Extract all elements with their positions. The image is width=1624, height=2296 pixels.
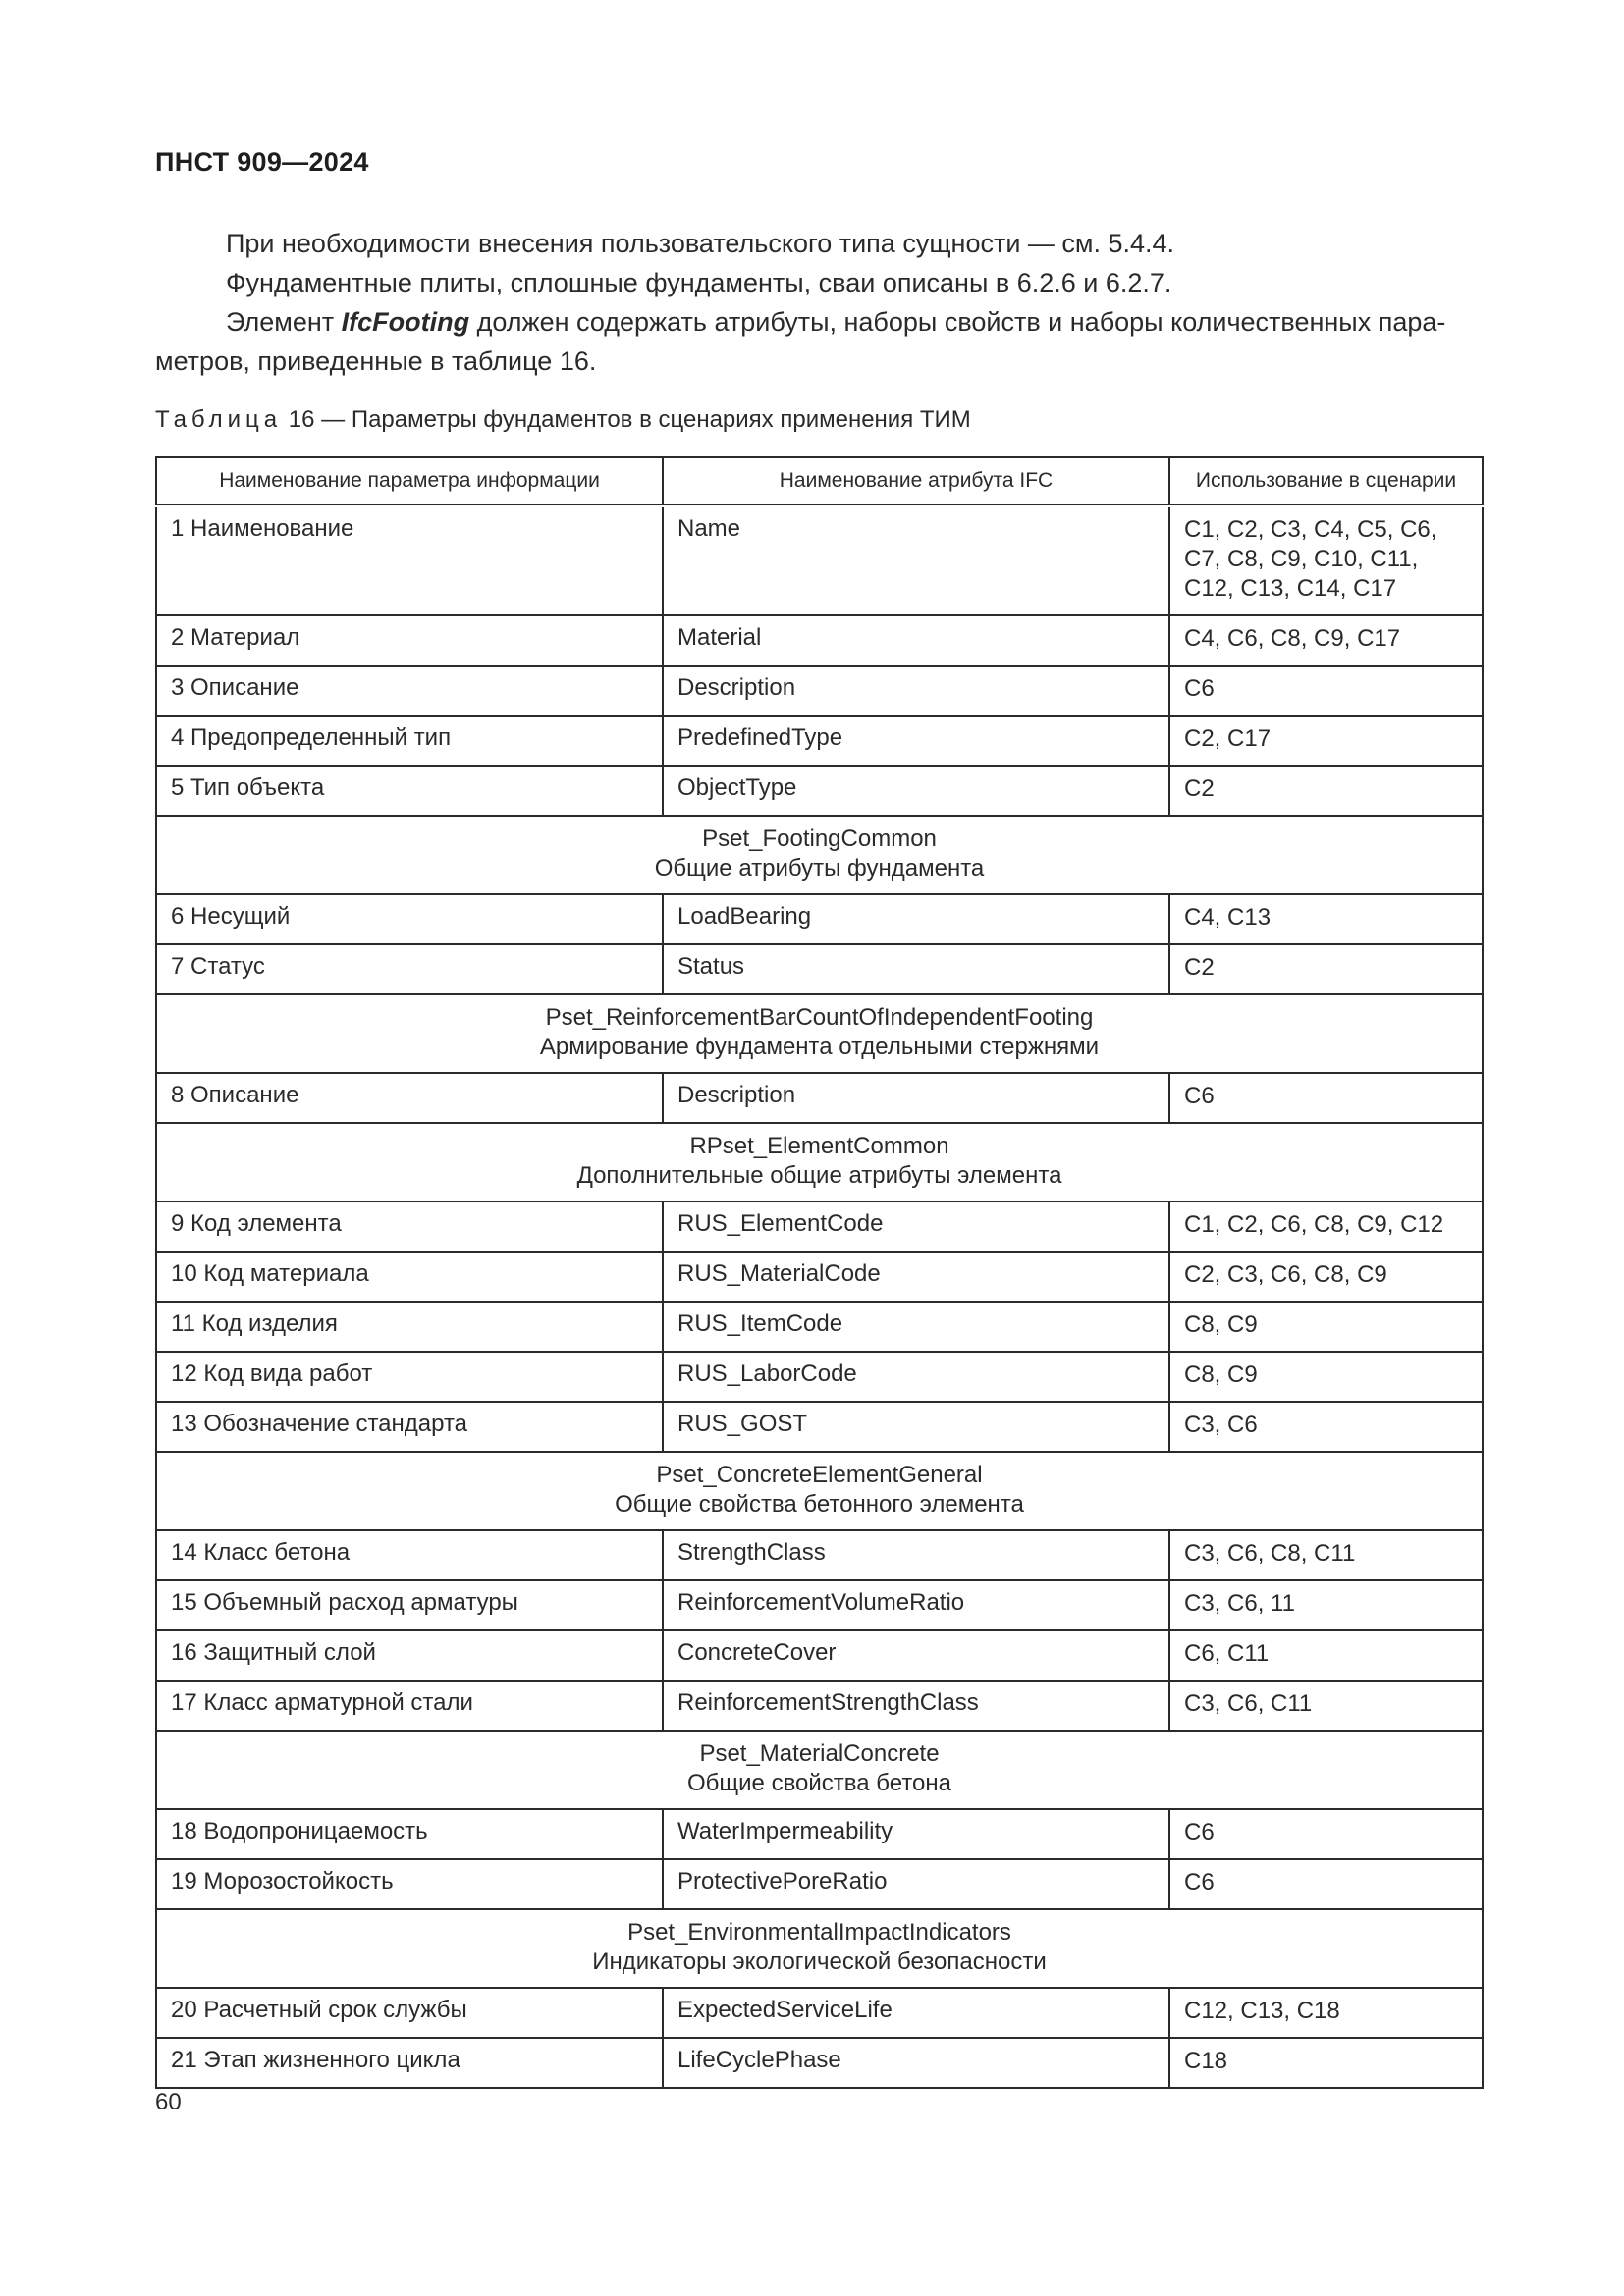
table-row [156, 1252, 1483, 1302]
attribute-cell: RUS_MaterialCode [663, 1252, 1169, 1302]
table-section-row [156, 816, 1483, 894]
param-cell: 15 Объемный расход арматуры [156, 1580, 663, 1630]
section-pset-name: RPset_ElementCommon [689, 1133, 949, 1159]
section-pset-name: Pset_FootingCommon [702, 826, 937, 852]
table-row [156, 1681, 1483, 1731]
param-cell: 18 Водопроницаемость [156, 1809, 663, 1859]
table-row [156, 2038, 1483, 2088]
section-description: Общие свойства бетона [686, 1770, 951, 1796]
table-row [156, 1352, 1483, 1402]
paragraph-2 [155, 263, 1481, 302]
section-cell [156, 1909, 1483, 1988]
param-cell: 8 Описание [156, 1073, 663, 1123]
table-body [156, 506, 1483, 2088]
usage-cell: С3, С6, С8, С11 [1169, 1530, 1483, 1580]
table-row [156, 666, 1483, 716]
usage-cell: С6 [1169, 1809, 1483, 1859]
section-cell [156, 1452, 1483, 1530]
usage-cell: С4, С13 [1169, 894, 1483, 944]
section-description: Дополнительные общие атрибуты элемента [576, 1162, 1062, 1189]
paragraph-1-text: При необходимости внесения пользовательского типа сущности — см. 5.4.4. [226, 229, 1175, 258]
table-row [156, 1809, 1483, 1859]
usage-cell: С2 [1169, 944, 1483, 994]
param-cell: 12 Код вида работ [156, 1352, 663, 1402]
paragraph-2-text: Фундаментные плиты, сплошные фундаменты, сваи описаны в 6.2.6 и 6.2.7. [226, 268, 1172, 297]
attribute-cell: Status [663, 944, 1169, 994]
attribute-cell: LoadBearing [663, 894, 1169, 944]
table-row [156, 716, 1483, 766]
usage-cell: С6 [1169, 1859, 1483, 1909]
table-row [156, 1530, 1483, 1580]
usage-cell: С18 [1169, 2038, 1483, 2088]
attribute-cell: WaterImpermeability [663, 1809, 1169, 1859]
attribute-cell: Description [663, 1073, 1169, 1123]
attribute-cell: StrengthClass [663, 1530, 1169, 1580]
attribute-cell: ReinforcementStrengthClass [663, 1681, 1169, 1731]
section-description: Общие атрибуты фундамента [654, 855, 985, 881]
section-cell [156, 1123, 1483, 1201]
table-caption-text: 16 — Параметры фундаментов в сценариях применения ТИМ [288, 406, 971, 433]
table-caption-label: Таблица [155, 406, 283, 433]
table-row [156, 1073, 1483, 1123]
table-row [156, 506, 1483, 615]
attribute-cell: ConcreteCover [663, 1630, 1169, 1681]
header-ifc-attribute: Наименование атрибута IFC [663, 457, 1169, 506]
table-row [156, 1580, 1483, 1630]
paragraph-3-start: Элемент [226, 307, 342, 337]
ifc-term: IfcFooting [341, 307, 470, 337]
paragraph-1 [155, 224, 1481, 263]
usage-cell: С2 [1169, 766, 1483, 816]
param-cell: 16 Защитный слой [156, 1630, 663, 1681]
attribute-cell: RUS_GOST [663, 1402, 1169, 1452]
table-section-row [156, 1452, 1483, 1530]
header-scenario-usage: Использование в сценарии [1169, 457, 1483, 506]
section-pset-name: Pset_MaterialConcrete [699, 1740, 940, 1767]
usage-cell: С4, С6, С8, С9, С17 [1169, 615, 1483, 666]
usage-cell: С3, С6, 11 [1169, 1580, 1483, 1630]
table-row [156, 1402, 1483, 1452]
attribute-cell: RUS_LaborCode [663, 1352, 1169, 1402]
param-cell: 20 Расчетный срок службы [156, 1988, 663, 2038]
param-cell: 11 Код изделия [156, 1302, 663, 1352]
param-cell: 2 Материал [156, 615, 663, 666]
section-pset-name: Pset_ConcreteElementGeneral [656, 1462, 983, 1488]
attribute-cell: PredefinedType [663, 716, 1169, 766]
table-row [156, 1859, 1483, 1909]
param-cell: 14 Класс бетона [156, 1530, 663, 1580]
param-cell: 9 Код элемента [156, 1201, 663, 1252]
table-section-row [156, 1123, 1483, 1201]
section-description: Общие свойства бетонного элемента [615, 1491, 1024, 1518]
page-number: 60 [155, 2089, 182, 2115]
header-param-name: Наименование параметра информации [156, 457, 663, 506]
table-row [156, 1630, 1483, 1681]
section-description: Армирование фундамента отдельными стержнями [539, 1034, 1100, 1060]
attribute-cell: RUS_ElementCode [663, 1201, 1169, 1252]
paragraph-3-line2: метров, приведенные в таблице 16. [155, 347, 597, 376]
attribute-cell: ObjectType [663, 766, 1169, 816]
usage-cell: С8, С9 [1169, 1352, 1483, 1402]
usage-cell: С3, С6, С11 [1169, 1681, 1483, 1731]
param-cell: 10 Код материала [156, 1252, 663, 1302]
usage-cell: С12, С13, С18 [1169, 1988, 1483, 2038]
usage-cell: С8, С9 [1169, 1302, 1483, 1352]
usage-cell: С6 [1169, 1073, 1483, 1123]
param-cell: 21 Этап жизненного цикла [156, 2038, 663, 2088]
table-row [156, 615, 1483, 666]
section-pset-name: Pset_ReinforcementBarCountOfIndependentFooting [545, 1004, 1094, 1031]
usage-cell: С2, С3, С6, С8, С9 [1169, 1252, 1483, 1302]
param-cell: 4 Предопределенный тип [156, 716, 663, 766]
usage-cell: С6, С11 [1169, 1630, 1483, 1681]
section-cell [156, 1731, 1483, 1809]
attribute-cell: Name [663, 506, 1169, 615]
attribute-cell: ReinforcementVolumeRatio [663, 1580, 1169, 1630]
param-cell: 6 Несущий [156, 894, 663, 944]
param-cell: 1 Наименование [156, 506, 663, 615]
table-row [156, 766, 1483, 816]
usage-cell: С6 [1169, 666, 1483, 716]
table-caption [155, 406, 971, 434]
attribute-cell: Description [663, 666, 1169, 716]
usage-cell: С3, С6 [1169, 1402, 1483, 1452]
table-section-row [156, 1731, 1483, 1809]
section-cell [156, 816, 1483, 894]
table-row [156, 894, 1483, 944]
parameters-table [155, 456, 1484, 2089]
paragraph-3-rest: должен содержать атрибуты, наборы свойств и наборы количественных пара- [469, 307, 1446, 337]
attribute-cell: ExpectedServiceLife [663, 1988, 1169, 2038]
param-cell: 19 Морозостойкость [156, 1859, 663, 1909]
table-section-row [156, 994, 1483, 1073]
table-row [156, 1302, 1483, 1352]
param-cell: 13 Обозначение стандарта [156, 1402, 663, 1452]
table-row [156, 1201, 1483, 1252]
attribute-cell: ProtectivePoreRatio [663, 1859, 1169, 1909]
attribute-cell: RUS_ItemCode [663, 1302, 1169, 1352]
table-row [156, 944, 1483, 994]
param-cell: 17 Класс арматурной стали [156, 1681, 663, 1731]
param-cell: 3 Описание [156, 666, 663, 716]
attribute-cell: LifeCyclePhase [663, 2038, 1169, 2088]
table-header-row [156, 457, 1483, 506]
paragraph-3 [155, 302, 1481, 381]
param-cell: 5 Тип объекта [156, 766, 663, 816]
attribute-cell: Material [663, 615, 1169, 666]
usage-cell: С1, С2, С3, С4, С5, С6, С7, С8, С9, С10, С11, С12, С13, С14, С17 [1169, 506, 1483, 615]
section-cell [156, 994, 1483, 1073]
table-row [156, 1988, 1483, 2038]
document-id: ПНСТ 909—2024 [155, 147, 369, 177]
param-cell: 7 Статус [156, 944, 663, 994]
section-description: Индикаторы экологической безопасности [592, 1949, 1047, 1975]
table-section-row [156, 1909, 1483, 1988]
usage-cell: С1, С2, С6, С8, С9, С12 [1169, 1201, 1483, 1252]
section-pset-name: Pset_EnvironmentalImpactIndicators [627, 1919, 1011, 1946]
usage-cell: С2, С17 [1169, 716, 1483, 766]
